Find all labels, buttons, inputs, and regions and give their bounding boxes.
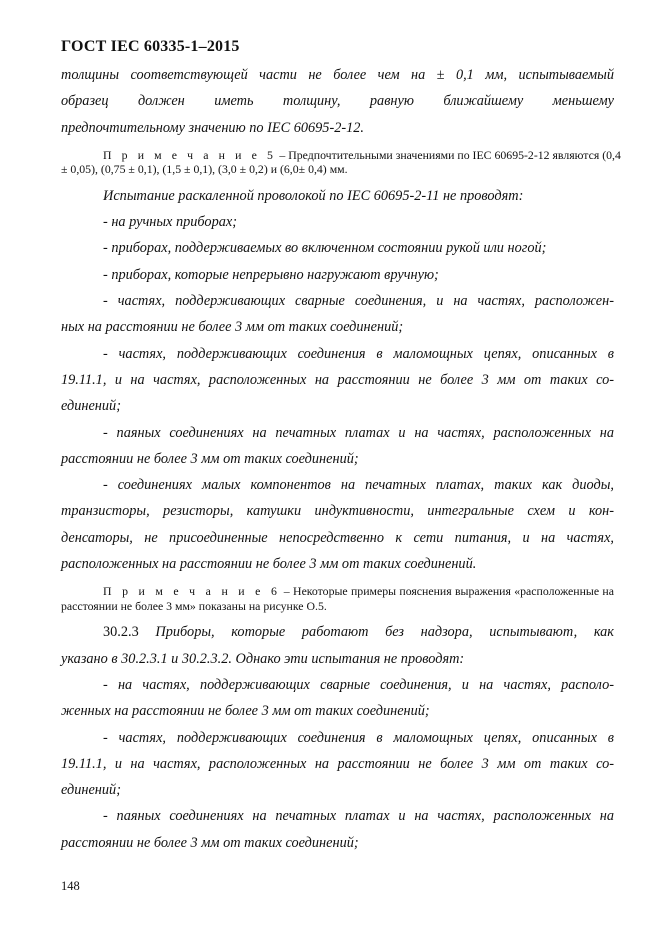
list-item-continuation: единений; <box>61 782 121 799</box>
list-item: - паяных соединениях на печатных платах и на частях, расположенных на <box>103 424 614 441</box>
note-5-text: – Предпочтительными значениями по IEC 60695-2-12 являются (0,4 <box>276 147 621 162</box>
list-item: - паяных соединениях на печатных платах и на частях, расположенных на <box>103 808 614 825</box>
note-6-text: – Некоторые примеры пояснения выражения «расположенные на <box>280 584 614 599</box>
paragraph-intro: Испытание раскаленной проволокой по IEC 60695-2-11 не проводят: <box>103 187 524 204</box>
body-line: толщины соответствующей части не более чем на ± 0,1 мм, испытываемый <box>61 67 614 83</box>
body-line: образец должен иметь толщину, равную ближайшему меньшему <box>61 93 614 110</box>
note-5-label: П р и м е ч а н и е 5 <box>103 147 277 162</box>
note-5 <box>61 147 621 163</box>
note-6-label: П р и м е ч а н и е 6 <box>103 584 281 599</box>
list-item: - приборах, которые непрерывно нагружают вручную; <box>103 266 439 283</box>
list-item-continuation: денсаторы, не присоединенные непосредственно к сети питания, и на частях, <box>61 529 614 546</box>
section-30-2-3 <box>61 619 614 645</box>
list-item-continuation: единений; <box>61 398 121 415</box>
list-item: - частях, поддерживающих сварные соединения, и на частях, расположен- <box>103 293 614 310</box>
list-item: - на частях, поддерживающих сварные соединения, и на частях, располо- <box>103 676 614 693</box>
list-item-continuation: 19.11.1, и на частях, расположенных на расстоянии не более 3 мм от таких со- <box>61 371 614 388</box>
list-item: - приборах, поддерживаемых во включенном состоянии рукой или ногой; <box>103 240 547 257</box>
note-6 <box>61 584 614 599</box>
section-number: 30.2.3 <box>103 624 139 641</box>
list-item-continuation: женных на расстоянии не более 3 мм от таких соединений; <box>61 703 430 720</box>
section-text: Приборы, которые работают без надзора, испытывают, как <box>138 624 614 641</box>
body-line: указано в 30.2.3.1 и 30.2.3.2. Однако эти испытания не проводят: <box>61 650 465 667</box>
list-item-continuation: транзисторы, резисторы, катушки индуктивности, интегральные схем и кон- <box>61 503 614 520</box>
page-content <box>61 62 621 856</box>
body-line: предпочтительному значению по IEC 60695-2-12. <box>61 119 364 136</box>
list-item-continuation: ных на расстоянии не более 3 мм от таких соединений; <box>61 319 404 336</box>
note-line: расстоянии не более 3 мм» показаны на рисунке О.5. <box>61 598 327 613</box>
note-line: ± 0,05), (0,75 ± 0,1), (1,5 ± 0,1), (3,0 ± 0,2) и (6,0± 0,4) мм. <box>61 162 348 177</box>
list-item-continuation: расстоянии не более 3 мм от таких соединений; <box>61 450 359 467</box>
list-item: - частях, поддерживающих соединения в маломощных цепях, описанных в <box>103 345 614 362</box>
list-item: - частях, поддерживающих соединения в маломощных цепях, описанных в <box>103 729 614 746</box>
list-item-continuation: расстоянии не более 3 мм от таких соединений; <box>61 834 359 851</box>
document-header: ГОСТ IEC 60335-1–2015 <box>61 38 240 55</box>
list-item: - на ручных приборах; <box>103 214 237 231</box>
page-number: 148 <box>61 879 80 893</box>
list-item: - соединениях малых компонентов на печатных платах, таких как диоды, <box>103 477 614 494</box>
list-item-continuation: расположенных на расстоянии не более 3 мм от таких соединений. <box>61 556 477 573</box>
list-item-continuation: 19.11.1, и на частях, расположенных на расстоянии не более 3 мм от таких со- <box>61 755 614 772</box>
